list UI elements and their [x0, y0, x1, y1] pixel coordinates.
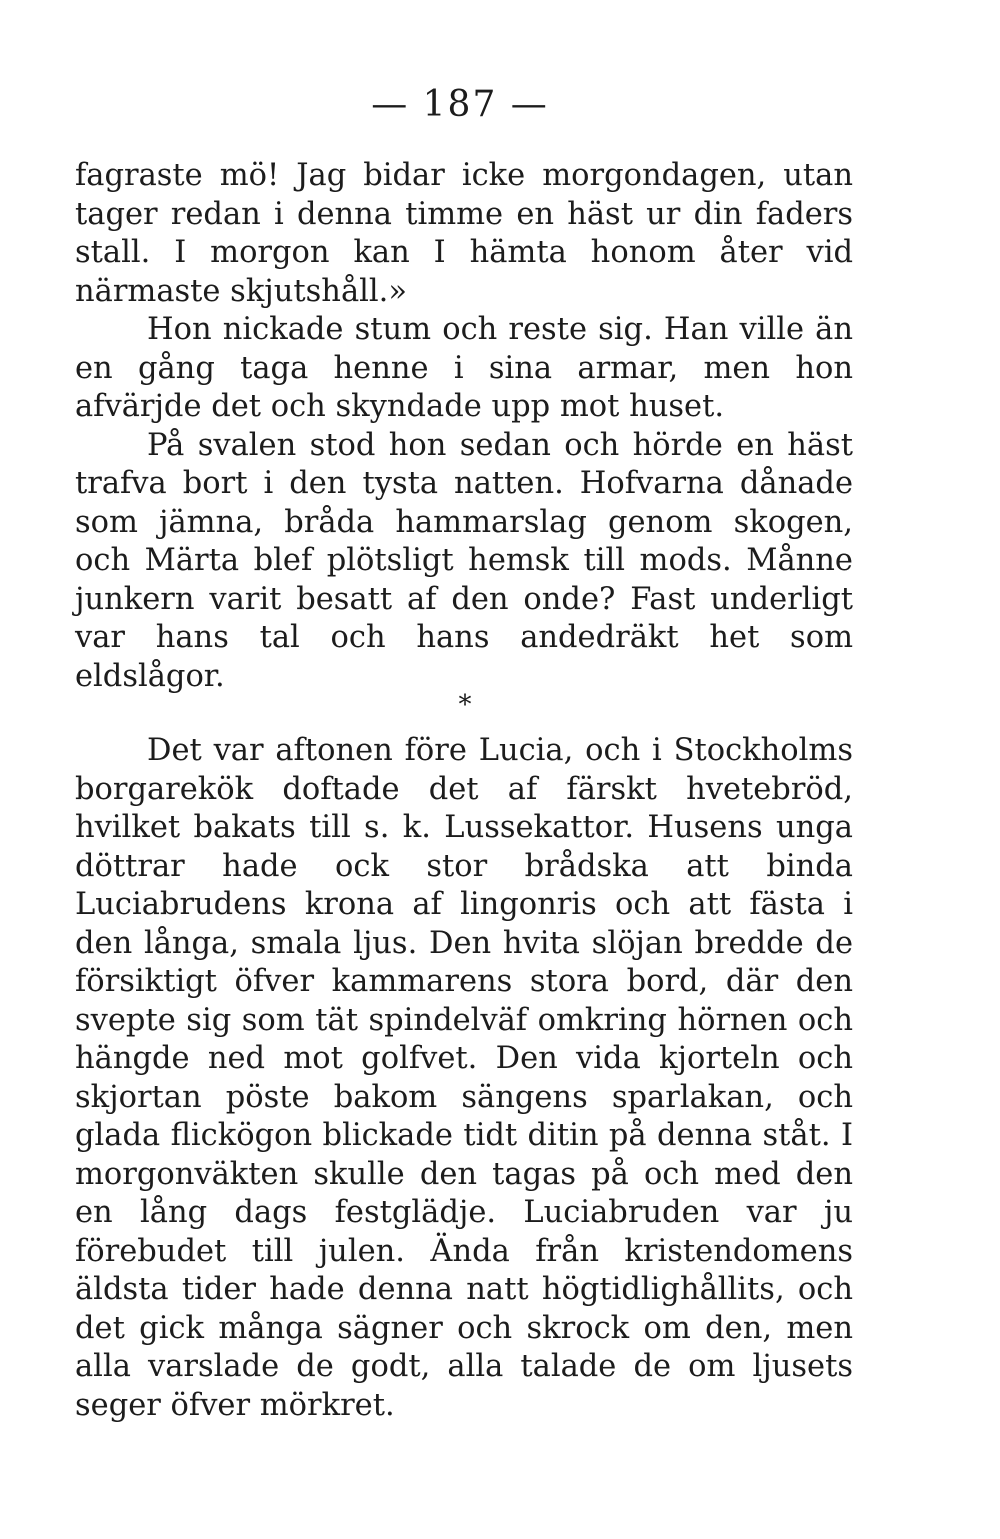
paragraph: Det var aftonen före Lucia, och i Stockholms borgarekök doftade det af färskt hvetebröd, hvilket bakats till s. k. Lussekattor. Husens unga döttrar hade ock stor brådska att binda Luciabrudens krona af lingonris och att fästa i den långa, smala ljus. Den hvita slöjan bredde de försiktigt öfver kammarens stora bord, där den svepte sig som tät spindelväf omkring hörnen och hängde ned mot golfvet. Den vida kjorteln och skjortan pöste bakom sängens sparlakan, och glada flickögon blickade tidt ditin på denna ståt. I morgonväkten skulle den tagas på och med den en lång dags festglädje. Luciabruden var ju förebudet till julen. Ända från kristendomens äldsta tider hade denna natt högtidlighållits, och det gick många sägner och skrock om den, men alla varslade de godt, alla talade de om ljusets seger öfver mörkret. [75, 733, 853, 1423]
text-section-2 [75, 732, 853, 1425]
section-separator: * [458, 690, 472, 720]
page-number: — 187 — [371, 84, 549, 125]
paragraph: På svalen stod hon sedan och hörde en häst trafva bort i den tysta natten. Hofvarna dånade som jämna, bråda hammarslag genom skogen, och Märta blef plötsligt hemsk till mods. Månne junkern varit besatt af den onde? Fast underligt var hans tal och hans andedräkt het som eldslågor. [75, 427, 853, 694]
text-section-1 [75, 157, 853, 696]
paragraph: fagraste mö! Jag bidar icke morgondagen, utan tager redan i denna timme en häst ur din faders stall. I morgon kan I hämta honom åter vid närmaste skjutshåll.» [75, 158, 853, 309]
paragraph: Hon nickade stum och reste sig. Han ville än en gång taga henne i sina armar, men hon afvärjde det och skyndade upp mot huset. [75, 312, 853, 424]
